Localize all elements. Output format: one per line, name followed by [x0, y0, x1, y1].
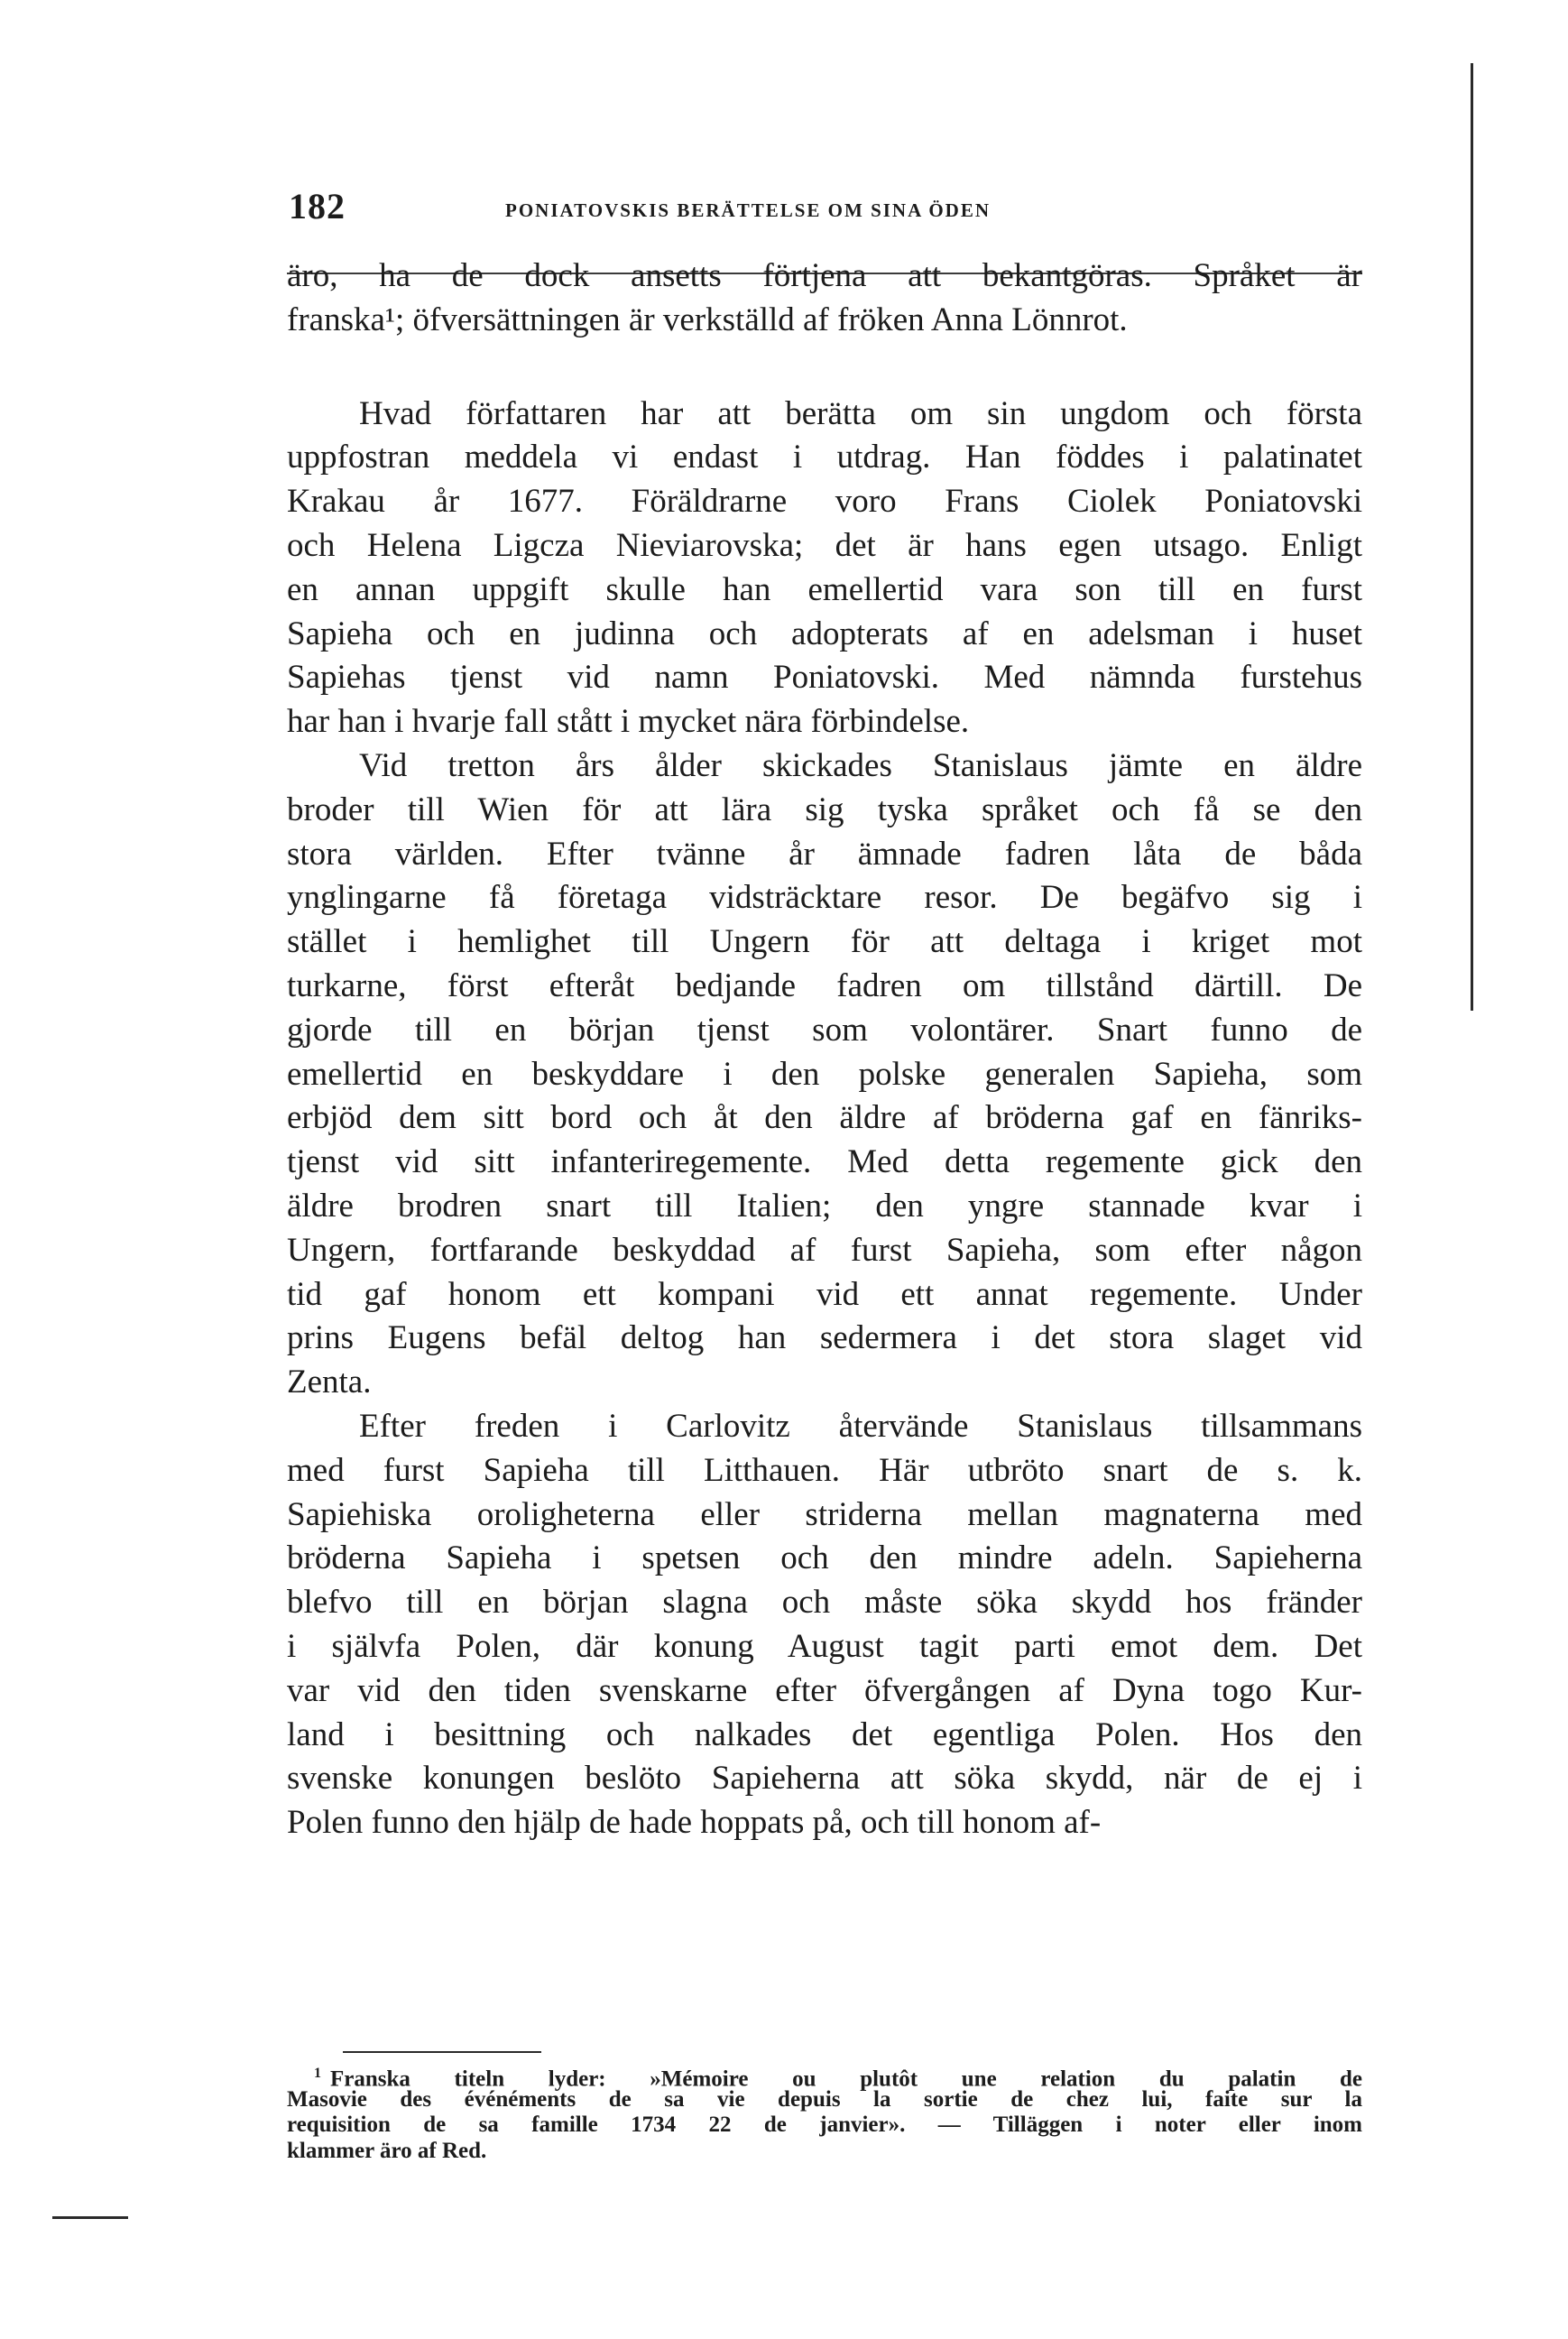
text-line: uppfostran meddela vi endast i utdrag. Han föddes i palatinatet: [287, 439, 1362, 476]
footnote-line: [287, 2061, 1362, 2092]
text-line: och Helena Ligcza Nieviarovska; det är hans egen utsago. Enligt: [287, 526, 1362, 564]
text-line: Vid tretton års ålder skickades Stanislaus jämte en äldre: [359, 746, 1362, 784]
text-line: franska¹; öfversättningen är verkställd af fröken Anna Lönnrot.: [287, 300, 1128, 338]
text-line: bröderna Sapieha i spetsen och den mindre adeln. Sapieherna: [287, 1539, 1362, 1577]
footnote-line: Masovie des événéments de sa vie depuis la sortie de chez lui, faite sur la: [287, 2086, 1362, 2112]
text-line: Sapiehas tjenst vid namn Poniatovski. Med nämnda furstehus: [287, 659, 1362, 697]
scan-dash-mark: [52, 2216, 128, 2219]
paragraph: [287, 254, 1362, 343]
text-line: blefvo till en början slagna och måste söka skydd hos fränder: [287, 1584, 1362, 1622]
paragraph-gap: [287, 343, 1362, 393]
footnote-rule: [343, 2051, 541, 2053]
text-line: turkarne, först efteråt bedjande fadren om tillstånd därtill. De: [287, 966, 1362, 1004]
paragraph: [287, 1405, 1362, 1845]
text-line: med furst Sapieha till Litthauen. Här utbröto snart de s. k.: [287, 1451, 1362, 1489]
text-line: i självfa Polen, där konung August tagit parti emot dem. Det: [287, 1627, 1362, 1665]
text-line: tjenst vid sitt infanteriregemente. Med detta regemente gick den: [287, 1143, 1362, 1181]
text-line: broder till Wien för att lära sig tyska språket och få se den: [287, 790, 1362, 828]
page-number: 182: [289, 186, 346, 227]
text-line: äro, ha de dock ansetts förtjena att bekantgöras. Språket är: [287, 257, 1362, 294]
text-line: gjorde till en början tjenst som volontärer. Snart funno de: [287, 1011, 1362, 1049]
text-line: land i besittning och nalkades det egentliga Polen. Hos den: [287, 1715, 1362, 1753]
text-line: Sapieha och en judinna och adopterats af en adelsman i huset: [287, 615, 1362, 652]
text-line: har han i hvarje fall stått i mycket nära förbindelse.: [287, 703, 970, 741]
text-line: var vid den tiden svenskarne efter öfvergången af Dyna togo Kur-: [287, 1671, 1362, 1709]
text-line: Efter freden i Carlovitz återvände Stanislaus tillsammans: [359, 1407, 1362, 1445]
text-line: Hvad författaren har att berätta om sin ungdom och första: [359, 394, 1362, 432]
page-header: [289, 185, 1362, 239]
footnote: [287, 2061, 1362, 2164]
text-line: stället i hemlighet till Ungern för att deltaga i kriget mot: [287, 923, 1362, 961]
text-line: emellertid en beskyddare i den polske generalen Sapieha, som: [287, 1055, 1362, 1093]
text-line: Zenta.: [287, 1364, 372, 1401]
text-line: tid gaf honom ett kompani vid ett annat regemente. Under: [287, 1275, 1362, 1313]
footnote-line: requisition de sa famille 1734 22 de janvier». — Tilläggen i noter eller inom: [287, 2112, 1362, 2137]
text-line: erbjöd dem sitt bord och åt den äldre af bröderna gaf en fänriks-: [287, 1099, 1362, 1137]
footnote-marker: 1: [314, 2066, 321, 2081]
footnote-text: Franska titeln lyder: »Mémoire ou plutôt une relation du palatin de: [330, 2066, 1362, 2092]
paragraphs: [287, 254, 1362, 1845]
text-line: Krakau år 1677. Föräldrarne voro Frans Ciolek Poniatovski: [287, 483, 1362, 521]
text-line: en annan uppgift skulle han emellertid vara son till en furst: [287, 570, 1362, 608]
paragraph: [287, 393, 1362, 744]
text-line: ynglingarne få företaga vidsträcktare resor. De begäfvo sig i: [287, 879, 1362, 917]
paragraph: [287, 744, 1362, 1405]
text-line: Polen funno den hjälp de hade hoppats på, och till honom af-: [287, 1804, 1102, 1842]
footnote-line: klammer äro af Red.: [287, 2138, 487, 2163]
running-head: PONIATOVSKIS BERÄTTELSE OM SINA ÖDEN: [505, 199, 992, 221]
text-line: svenske konungen beslöto Sapieherna att söka skydd, när de ej i: [287, 1760, 1362, 1798]
body-text: [287, 254, 1362, 1845]
scan-edge-mark: [1471, 63, 1473, 1011]
text-line: Ungern, fortfarande beskyddad af furst Sapieha, som efter någon: [287, 1231, 1362, 1269]
text-line: prins Eugens befäl deltog han sedermera i det stora slaget vid: [287, 1319, 1362, 1357]
text-line: äldre brodren snart till Italien; den yngre stannade kvar i: [287, 1187, 1362, 1225]
text-line: Sapiehiska oroligheterna eller striderna mellan magnaterna med: [287, 1495, 1362, 1533]
text-line: stora världen. Efter tvänne år ämnade fadren låta de båda: [287, 835, 1362, 873]
